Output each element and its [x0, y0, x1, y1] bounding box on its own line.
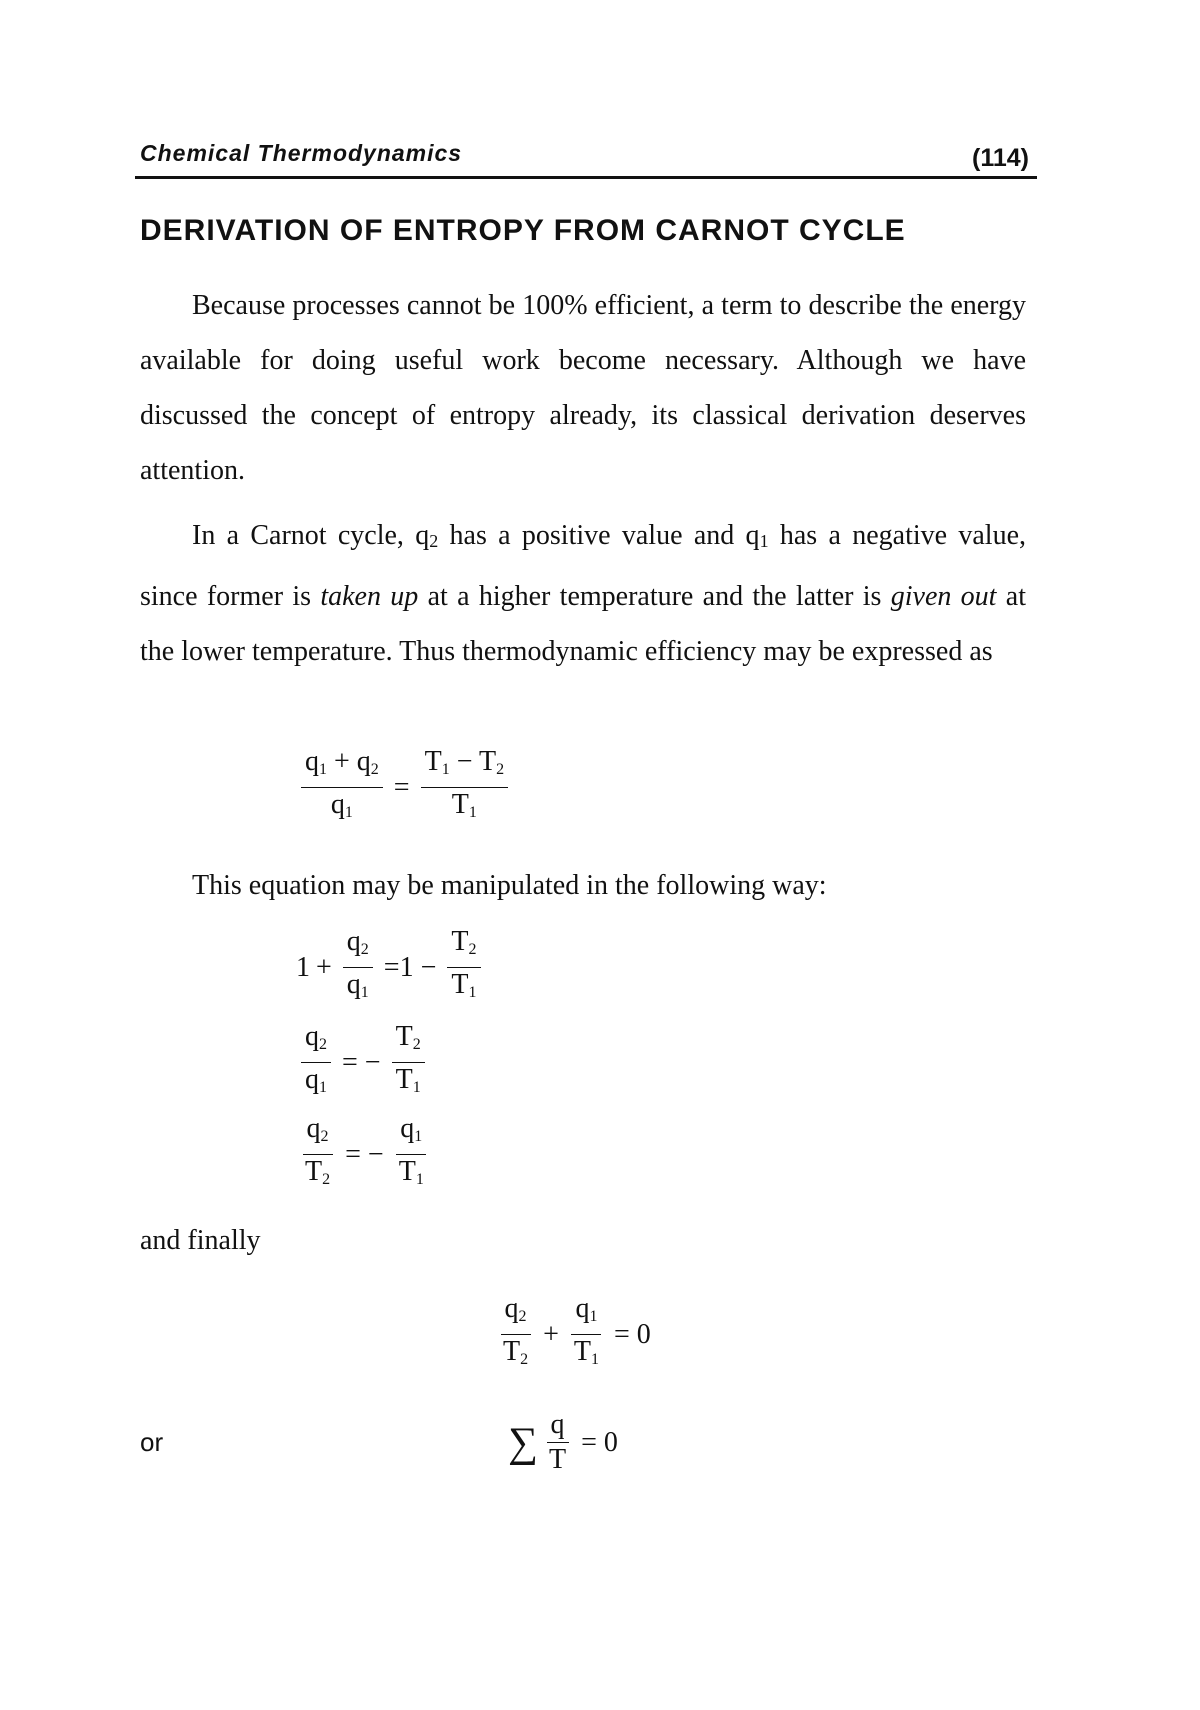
paragraph-manipulation-text: This equation may be manipulated in the following way: — [192, 870, 827, 901]
sigma-symbol: ∑ — [508, 1419, 538, 1466]
header-title: Chemical Thermodynamics — [140, 140, 463, 166]
emphasis-given-out: given out — [890, 581, 997, 612]
page-number: (114) — [972, 144, 1029, 172]
paragraph-carnot: In a Carnot cycle, q2 has a positive value and q1 has a negative value, since former is taken up at a higher temperature and the latter is given out at the lower temperature. Thus thermodynamic efficiency may be expressed as — [140, 520, 1027, 667]
equation-step-2: $\frac{q2}{q1}$ = − $\frac{T2}{T1}$ — [296, 1020, 430, 1105]
section-heading: DERIVATION OF ENTROPY FROM CARNOT CYCLE — [140, 214, 906, 247]
paragraph-intro — [140, 278, 1026, 498]
equation-step-1: 1 + $\frac{q2}{q1}$ =1 − $\frac{T2}{T1}$ — [296, 925, 486, 1010]
equation-sum: ∑ $\frac{q}{T}$ = 0 — [508, 1409, 618, 1475]
page-header — [135, 140, 1037, 179]
equation-efficiency: $\frac{q1 + q2}{q1}$ = $\frac{T1 - T2}{T1}$ — [296, 745, 513, 830]
paragraph-manipulation — [140, 858, 1026, 913]
lead-or: or — [140, 1427, 164, 1457]
paragraph-intro-text: Because processes cannot be 100% efficient, a term to describe the energy available for doing useful work become necessary. Although we have discussed the concept of entropy already, its classical derivation deserves attention. — [140, 290, 1026, 486]
lead-and-finally: and finally — [140, 1225, 261, 1256]
emphasis-taken-up: taken up — [320, 581, 419, 612]
equation-final: $\frac{q2}{T2}$ + $\frac{q1}{T1}$ = 0 — [494, 1292, 657, 1377]
equation-step-3: $\frac{q2}{T2}$ = − $\frac{q1}{T1}$ — [296, 1112, 433, 1197]
